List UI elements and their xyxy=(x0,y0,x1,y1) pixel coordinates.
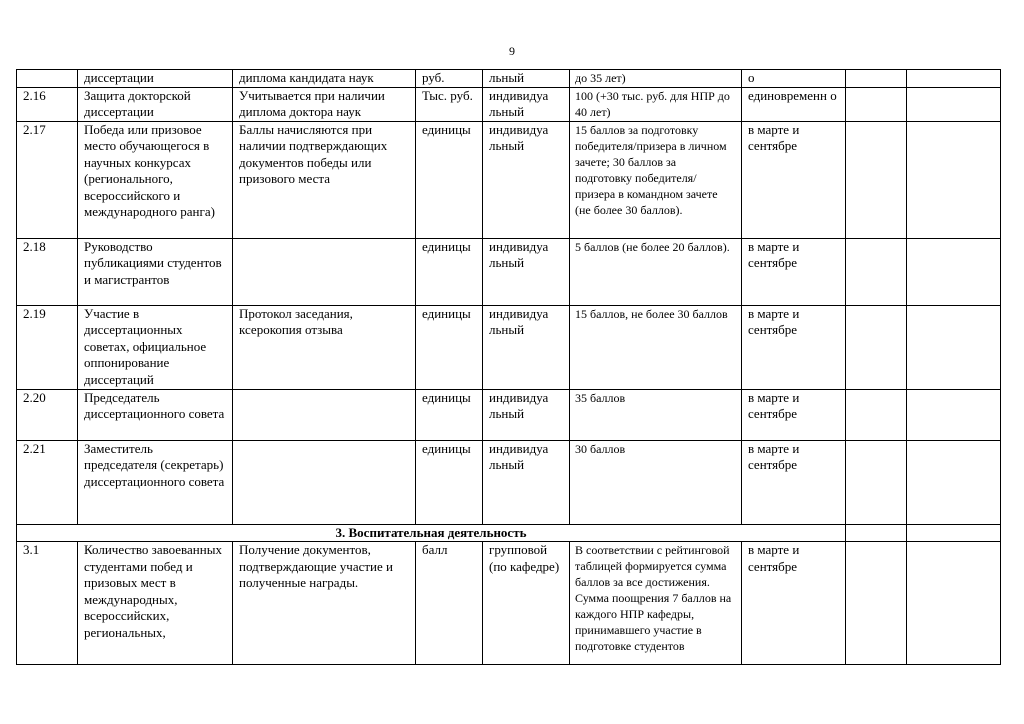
table-row xyxy=(17,440,1001,524)
cell-empty-2 xyxy=(907,70,1001,88)
cell-type: индивидуа льный xyxy=(483,440,570,524)
cell-period: единовременн о xyxy=(742,87,846,121)
cell-name: Защита докторской диссертации xyxy=(78,87,233,121)
cell-period: в марте и сентябре xyxy=(742,542,846,665)
cell-amount: В соответствии с рейтинговой таблицей формируется сумма баллов за все достижения. Сумма поощрения 7 баллов на каждого НПР кафедры, принимавшего участие в подготовке студентов xyxy=(570,542,742,665)
cell-empty-1 xyxy=(846,70,907,88)
criteria-table xyxy=(16,69,1001,665)
cell-empty-1 xyxy=(846,305,907,389)
cell-name: Руководство публикациями студентов и магистрантов xyxy=(78,238,233,305)
cell-basis xyxy=(233,440,416,524)
cell-amount: 100 (+30 тыс. руб. для НПР до 40 лет) xyxy=(570,87,742,121)
cell-period: в марте и сентябре xyxy=(742,305,846,389)
cell-name: Количество завоеванных студентами побед и призовых мест в международных, всероссийских, региональных, xyxy=(78,542,233,665)
cell-basis: Протокол заседания, ксерокопия отзыва xyxy=(233,305,416,389)
table-row xyxy=(17,70,1001,88)
cell-unit: единицы xyxy=(416,440,483,524)
cell-number: 3.1 xyxy=(17,542,78,665)
section-header-row xyxy=(17,524,1001,542)
cell-type: групповой (по кафедре) xyxy=(483,542,570,665)
cell-empty-1 xyxy=(846,87,907,121)
cell-number: 2.19 xyxy=(17,305,78,389)
cell-basis: Баллы начисляются при наличии подтверждающих документов победы или призового места xyxy=(233,121,416,238)
cell-type: индивидуа льный xyxy=(483,305,570,389)
cell-name: Заместитель председателя (секретарь) диссертационного совета xyxy=(78,440,233,524)
cell-name: Участие в диссертационных советах, официальное оппонирование диссертаций xyxy=(78,305,233,389)
cell-empty-2 xyxy=(907,542,1001,665)
cell-name: Победа или призовое место обучающегося в научных конкурсах (регионального, всероссийского и международного ранга) xyxy=(78,121,233,238)
page-number: 9 xyxy=(509,44,515,58)
cell-empty-1 xyxy=(846,121,907,238)
cell-type: льный xyxy=(483,70,570,88)
cell-empty-1 xyxy=(846,389,907,440)
cell-type: индивидуа льный xyxy=(483,389,570,440)
cell-number: 2.21 xyxy=(17,440,78,524)
cell-basis: Учитывается при наличии диплома доктора наук xyxy=(233,87,416,121)
cell-empty-2 xyxy=(907,238,1001,305)
cell-empty-2 xyxy=(907,440,1001,524)
cell-amount: 15 баллов, не более 30 баллов xyxy=(570,305,742,389)
table-row xyxy=(17,121,1001,238)
cell-number xyxy=(17,70,78,88)
cell-unit: единицы xyxy=(416,238,483,305)
table-row xyxy=(17,238,1001,305)
cell-unit: Тыс. руб. xyxy=(416,87,483,121)
cell-empty-1 xyxy=(846,542,907,665)
table-row xyxy=(17,87,1001,121)
cell-basis: диплома кандидата наук xyxy=(233,70,416,88)
cell-basis xyxy=(233,238,416,305)
table-row xyxy=(17,305,1001,389)
cell-period: в марте и сентябре xyxy=(742,389,846,440)
cell-basis xyxy=(233,389,416,440)
cell-amount: 30 баллов xyxy=(570,440,742,524)
cell-unit: руб. xyxy=(416,70,483,88)
cell-unit: единицы xyxy=(416,389,483,440)
cell-name: Председатель диссертационного совета xyxy=(78,389,233,440)
cell-empty-1 xyxy=(846,238,907,305)
cell-unit: единицы xyxy=(416,305,483,389)
cell-type: индивидуа льный xyxy=(483,87,570,121)
cell-period: в марте и сентябре xyxy=(742,121,846,238)
cell-empty-2 xyxy=(907,524,1001,542)
cell-amount: 35 баллов xyxy=(570,389,742,440)
cell-unit: балл xyxy=(416,542,483,665)
cell-name: диссертации xyxy=(78,70,233,88)
cell-type: индивидуа льный xyxy=(483,238,570,305)
cell-type: индивидуа льный xyxy=(483,121,570,238)
cell-number: 2.18 xyxy=(17,238,78,305)
table-row xyxy=(17,389,1001,440)
table-row xyxy=(17,542,1001,665)
cell-empty-2 xyxy=(907,305,1001,389)
cell-number: 2.16 xyxy=(17,87,78,121)
cell-amount: 5 баллов (не более 20 баллов). xyxy=(570,238,742,305)
cell-empty-2 xyxy=(907,121,1001,238)
cell-period: в марте и сентябре xyxy=(742,238,846,305)
cell-number: 2.17 xyxy=(17,121,78,238)
cell-basis: Получение документов, подтверждающие участие и полученные награды. xyxy=(233,542,416,665)
cell-period: о xyxy=(742,70,846,88)
cell-empty-1 xyxy=(846,524,907,542)
cell-empty-2 xyxy=(907,87,1001,121)
cell-empty-1 xyxy=(846,440,907,524)
cell-number: 2.20 xyxy=(17,389,78,440)
cell-unit: единицы xyxy=(416,121,483,238)
cell-empty-2 xyxy=(907,389,1001,440)
cell-period: в марте и сентябре xyxy=(742,440,846,524)
cell-amount: 15 баллов за подготовку победителя/призера в личном зачете; 30 баллов за подготовку победителя/ призера в командном зачете (не более 30 баллов). xyxy=(570,121,742,238)
section-title: 3. Воспитательная деятельность xyxy=(17,524,846,542)
cell-amount: до 35 лет) xyxy=(570,70,742,88)
